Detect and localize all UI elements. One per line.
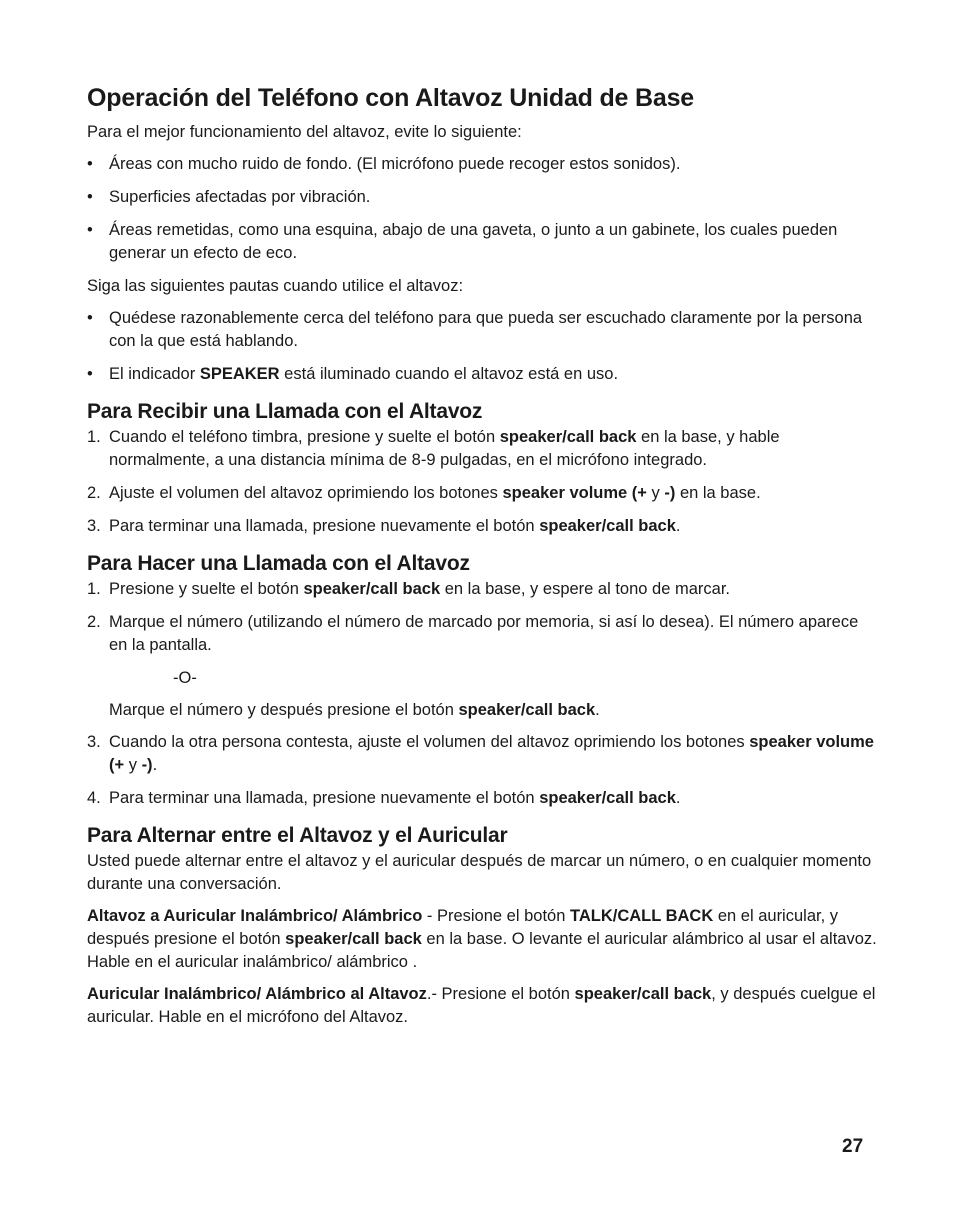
step-item: 4. Para terminar una llamada, presione nuevamente el botón speaker/call back. xyxy=(87,789,681,807)
section-title-receive: Para Recibir una Llamada con el Altavoz xyxy=(87,400,483,423)
guidelines-list xyxy=(87,307,877,386)
toggle-paragraph-1: Altavoz a Auricular Inalámbrico/ Alámbrico - Presione el botón TALK/CALL BACK en el auricular, y después presione el botón speaker/call back en la base. O levante el auricular alámbrico al usar el altavoz. Hable en el auricular inalámbrico/ alámbrico . xyxy=(87,907,877,971)
step-item: 1. Cuando el teléfono timbra, presione y suelte el botón speaker/call back en la base, y hable normalmente, a una distancia mínima de 8-9 pulgadas, en el micrófono integrado. xyxy=(87,428,780,469)
step-item: 2. Ajuste el volumen del altavoz oprimiendo los botones speaker volume (+ y -) en la base. xyxy=(87,484,761,502)
or-separator: -O- xyxy=(173,669,197,687)
step-item: 3. Cuando la otra persona contesta, ajuste el volumen del altavoz oprimiendo los botones speaker volume (+ y -). xyxy=(87,733,874,774)
list-item: • Superficies afectadas por vibración. xyxy=(87,186,877,209)
avoid-list xyxy=(87,153,877,265)
guidelines-intro: Siga las siguientes pautas cuando utilice el altavoz: xyxy=(87,277,464,295)
list-item: • Quédese razonablemente cerca del teléfono para que pueda ser escuchado claramente por la persona con la que está hablando. xyxy=(87,309,863,350)
page-title: Operación del Teléfono con Altavoz Unidad de Base xyxy=(87,84,694,112)
step-item: 3. Para terminar una llamada, presione nuevamente el botón speaker/call back. xyxy=(87,517,681,535)
list-item: • Áreas con mucho ruido de fondo. (El micrófono puede recoger estos sonidos). xyxy=(87,153,877,176)
bullet: • xyxy=(87,365,93,383)
bullet: • xyxy=(87,309,93,327)
bullet: • xyxy=(87,188,93,206)
toggle-intro: Usted puede alternar entre el altavoz y el auricular después de marcar un número, o en cualquier momento durante una conversación. xyxy=(87,852,872,893)
make-steps-continued xyxy=(87,731,877,810)
list-item: • El indicador SPEAKER está iluminado cuando el altavoz está en uso. xyxy=(87,363,877,386)
receive-steps xyxy=(87,426,877,538)
list-item: • Áreas remetidas, como una esquina, abajo de una gaveta, o junto a un gabinete, los cuales pueden generar un efecto de eco. xyxy=(87,221,838,262)
step-item: 2. Marque el número (utilizando el número de marcado por memoria, si así lo desea). El número aparece en la pantalla. xyxy=(87,613,859,654)
section-title-toggle: Para Alternar entre el Altavoz y el Auricular xyxy=(87,824,508,847)
bullet: • xyxy=(87,221,93,239)
section-title-make: Para Hacer una Llamada con el Altavoz xyxy=(87,552,470,575)
page-number: 27 xyxy=(842,1136,864,1157)
page-content xyxy=(87,84,877,1038)
toggle-paragraph-2: Auricular Inalámbrico/ Alámbrico al Altavoz.- Presione el botón speaker/call back, y después cuelgue el auricular. Hable en el micrófono del Altavoz. xyxy=(87,985,876,1026)
bullet: • xyxy=(87,155,93,173)
alternative-step: Marque el número y después presione el botón speaker/call back. xyxy=(109,701,600,719)
intro-paragraph: Para el mejor funcionamiento del altavoz, evite lo siguiente: xyxy=(87,123,522,141)
make-steps xyxy=(87,578,877,657)
step-item: 1. Presione y suelte el botón speaker/call back en la base, y espere al tono de marcar. xyxy=(87,580,730,598)
